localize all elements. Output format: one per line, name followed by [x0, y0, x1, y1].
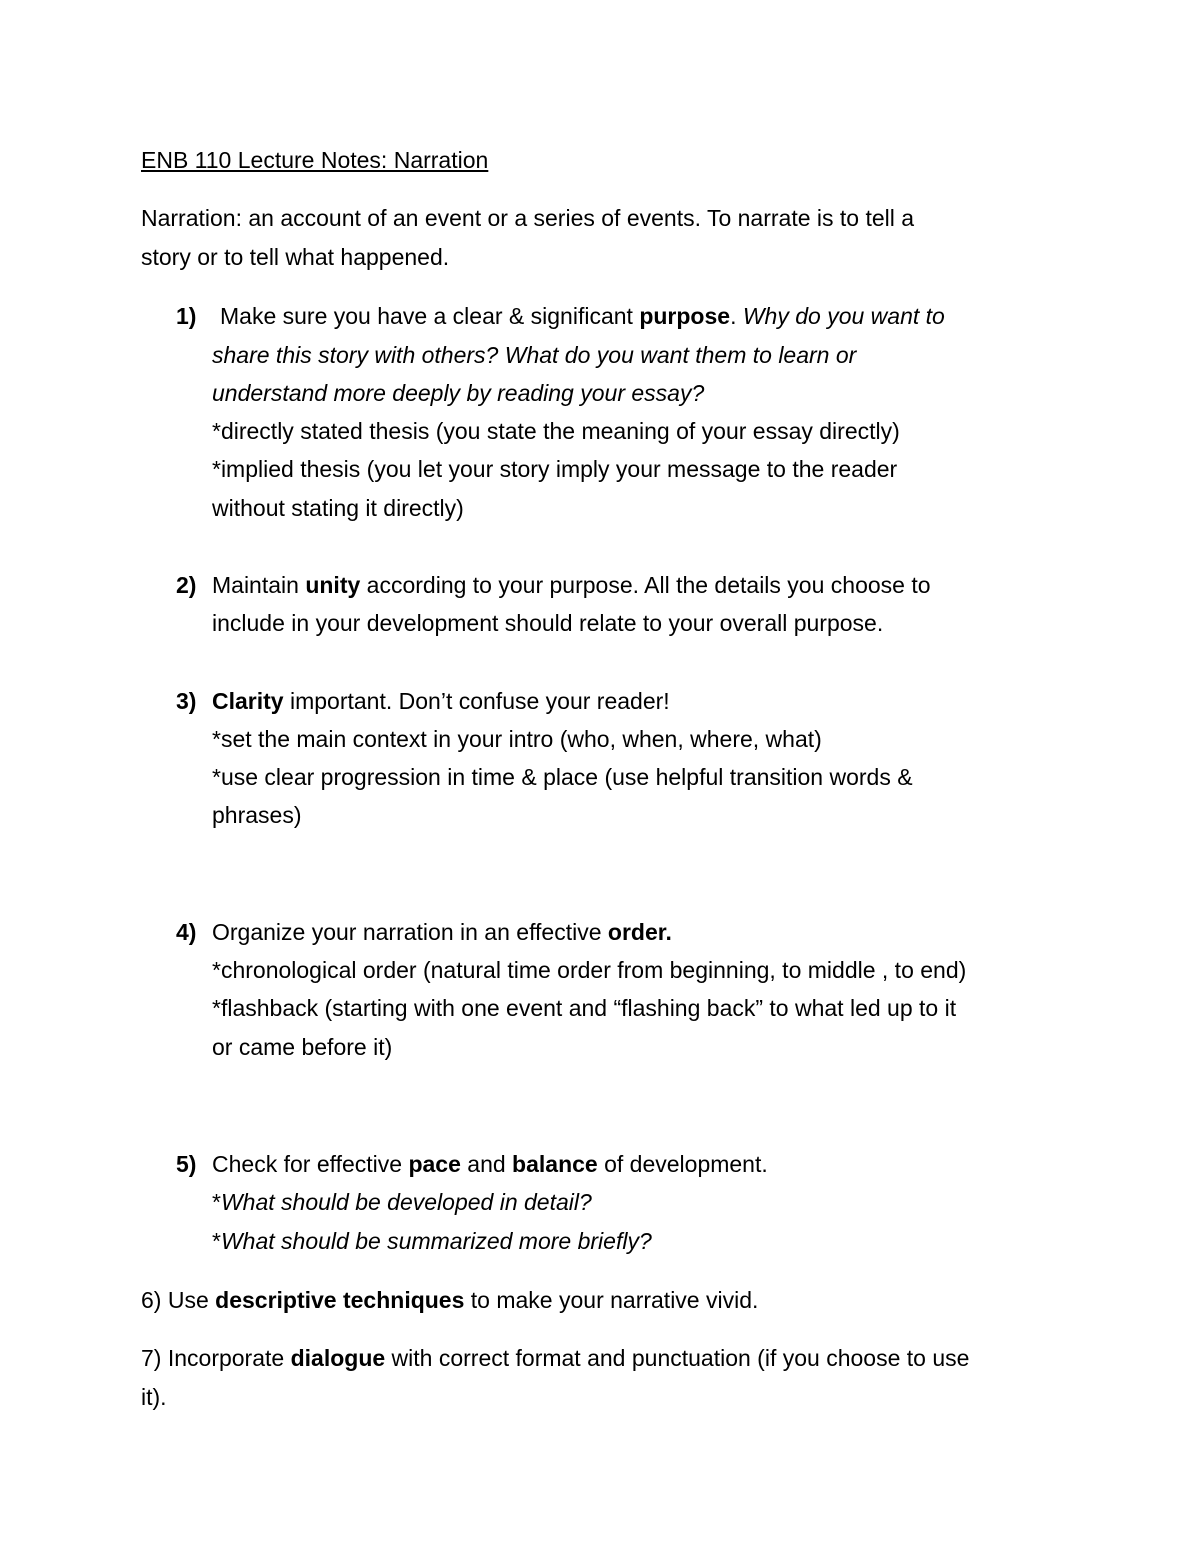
- item-4-lead: Organize your narration in an effective: [212, 919, 608, 945]
- item-3-after: important. Don’t confuse your reader!: [283, 688, 670, 714]
- item-1-keyword: purpose: [639, 303, 731, 329]
- item-5-star-1: *: [212, 1189, 221, 1215]
- item-1-note-1: *directly stated thesis (you state the meaning of your essay directly): [212, 418, 900, 444]
- item-2-lead: Maintain: [212, 572, 306, 598]
- item-5-italic-2: What should be summarized more briefly?: [220, 1228, 652, 1254]
- item-1-number: 1): [176, 303, 197, 329]
- item-3-number: 3): [176, 688, 197, 714]
- item-4-note-1: *chronological order (natural time order from beginning, to middle , to end): [212, 957, 967, 983]
- item-5-line-2: [212, 1187, 592, 1217]
- item-5-after: of development.: [597, 1151, 768, 1177]
- item-5-lead: Check for effective: [212, 1151, 409, 1177]
- item-5-italic-1: What should be developed in detail?: [220, 1189, 592, 1215]
- page-title: ENB 110 Lecture Notes: Narration: [141, 147, 489, 173]
- intro-line-2: story or to tell what happened.: [141, 244, 450, 270]
- item-1-italic-2: share this story with others? What do you want them to learn or: [212, 342, 857, 368]
- item-6-keyword: descriptive techniques: [215, 1287, 465, 1313]
- item-5-number: 5): [176, 1151, 197, 1177]
- item-5-line-1: [212, 1149, 768, 1179]
- item-5-keyword: pace: [408, 1151, 461, 1177]
- item-7-line-1: [141, 1343, 969, 1373]
- item-7-after: with correct format and punctuation (if you choose to use: [385, 1345, 970, 1371]
- item-7-lead: 7) Incorporate: [141, 1345, 291, 1371]
- item-1-italic-3: understand more deeply by reading your essay?: [212, 380, 705, 406]
- item-6-lead: 6) Use: [141, 1287, 216, 1313]
- item-4-note-2: *flashback (starting with one event and “flashing back” to what led up to it: [212, 995, 957, 1021]
- item-3-note-2: *use clear progression in time & place (use helpful transition words &: [212, 764, 913, 790]
- item-1-note-2: *implied thesis (you let your story imply your message to the reader: [212, 456, 898, 482]
- item-4-keyword: order.: [607, 919, 672, 945]
- item-4-line-1: [212, 917, 672, 947]
- item-3-keyword: Clarity: [212, 688, 284, 714]
- item-1-line-2: [212, 340, 856, 370]
- item-2-keyword: unity: [305, 572, 361, 598]
- item-5-mid: and: [460, 1151, 513, 1177]
- item-1-lead: Make sure you have a clear & significant: [220, 303, 640, 329]
- item-1-italic-1: Why do you want to: [742, 303, 945, 329]
- item-3-note-3: phrases): [212, 802, 302, 828]
- item-2-line-1: [212, 570, 931, 600]
- item-5-star-2: *: [212, 1228, 221, 1254]
- item-1-line-1: [220, 301, 945, 331]
- item-1-after: .: [730, 303, 743, 329]
- item-1-line-3: [212, 378, 704, 408]
- item-7-line-2: it).: [141, 1384, 167, 1410]
- item-5-line-3: [212, 1226, 652, 1256]
- item-5-keyword-2: balance: [512, 1151, 598, 1177]
- item-3-line-1: [212, 686, 670, 716]
- item-4-note-3: or came before it): [212, 1034, 393, 1060]
- item-1-note-3: without stating it directly): [212, 495, 464, 521]
- item-6-line: [141, 1285, 758, 1315]
- item-3-note-1: *set the main context in your intro (who, when, where, what): [212, 726, 822, 752]
- item-7-keyword: dialogue: [290, 1345, 386, 1371]
- intro-line-1: Narration: an account of an event or a series of events. To narrate is to tell a: [141, 205, 915, 231]
- item-4-number: 4): [176, 919, 197, 945]
- item-2-number: 2): [176, 572, 197, 598]
- item-2-line-2: include in your development should relate to your overall purpose.: [212, 610, 884, 636]
- item-2-after: according to your purpose. All the details you choose to: [360, 572, 931, 598]
- item-6-after: to make your narrative vivid.: [464, 1287, 759, 1313]
